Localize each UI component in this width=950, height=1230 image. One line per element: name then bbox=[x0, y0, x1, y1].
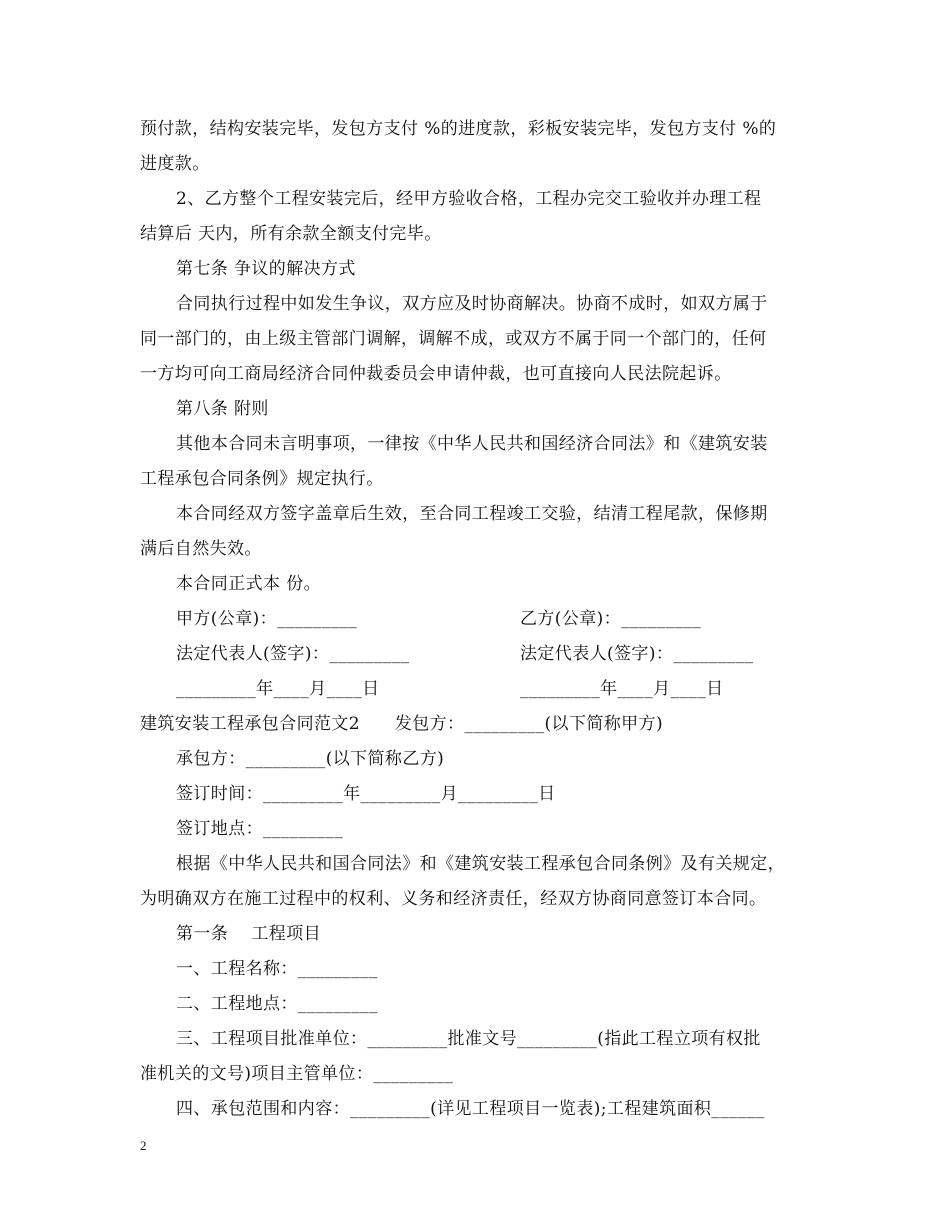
party-a-date: _________年____月____日 bbox=[176, 679, 380, 699]
text-line: 三、工程项目批准单位：_________批准文号_________(指此工程立项有权批 bbox=[176, 1029, 761, 1049]
text-line: 本合同经双方签字盖章后生效，至合同工程竣工交验，结清工程尾款，保修期 bbox=[176, 504, 768, 524]
party-b-date: _________年____月____日 bbox=[520, 679, 724, 699]
party-a-representative: 法定代表人(签字)：_________ bbox=[176, 644, 410, 664]
party-a-seal: 甲方(公章)：_________ bbox=[176, 609, 358, 629]
text-line: 准机关的文号)项目主管单位：_________ bbox=[140, 1064, 454, 1084]
text-line: 工程承包合同条例》规定执行。 bbox=[140, 469, 384, 489]
text-line: 签订时间：_________年_________月_________日 bbox=[176, 784, 556, 804]
text-line: 为明确双方在施工过程中的权利、义务和经济责任，经双方协商同意签订本合同。 bbox=[140, 889, 767, 909]
text-line: 同一部门的，由上级主管部门调解，调解不成，或双方不属于同一个部门的，任何 bbox=[140, 329, 767, 349]
party-b-representative: 法定代表人(签字)：_________ bbox=[520, 644, 754, 664]
section-heading: 第一条 工程项目 bbox=[176, 924, 322, 944]
text-line: 其他本合同未言明事项，一律按《中华人民共和国经济合同法》和《建筑安装 bbox=[176, 434, 768, 454]
text-line: 一、工程名称：_________ bbox=[176, 959, 378, 979]
text-line: 建筑安装工程承包合同范文2 发包方：_________(以下简称甲方) bbox=[140, 714, 663, 734]
text-line: 结算后 天内，所有余款全额支付完毕。 bbox=[140, 224, 442, 244]
text-line: 签订地点：_________ bbox=[176, 819, 344, 839]
text-line: 合同执行过程中如发生争议，双方应及时协商解决。协商不成时，如双方属于 bbox=[176, 294, 768, 314]
text-line: 二、工程地点：_________ bbox=[176, 994, 378, 1014]
text-line: 预付款，结构安装完毕，发包方支付 %的进度款，彩板安装完毕，发包方支付 %的 bbox=[140, 119, 777, 139]
text-line: 四、承包范围和内容：_________(详见工程项目一览表);工程建筑面积______ bbox=[176, 1099, 765, 1119]
text-line: 承包方：_________(以下简称乙方) bbox=[176, 749, 445, 769]
section-heading: 第七条 争议的解决方式 bbox=[176, 259, 356, 279]
text-line: 本合同正式本 份。 bbox=[176, 574, 322, 594]
text-line: 一方均可向工商局经济合同仲裁委员会申请仲裁，也可直接向人民法院起诉。 bbox=[140, 364, 732, 384]
text-line: 进度款。 bbox=[140, 154, 210, 174]
party-b-seal: 乙方(公章)：_________ bbox=[520, 609, 702, 629]
text-line: 2、乙方整个工程安装完后，经甲方验收合格，工程办完交工验收并办理工程 bbox=[176, 189, 762, 209]
section-heading: 第八条 附则 bbox=[176, 399, 269, 419]
text-line: 满后自然失效。 bbox=[140, 539, 262, 559]
text-line: 根据《中华人民共和国合同法》和《建筑安装工程承包合同条例》及有关规定， bbox=[176, 854, 785, 874]
page-number: 2 bbox=[140, 1138, 147, 1153]
